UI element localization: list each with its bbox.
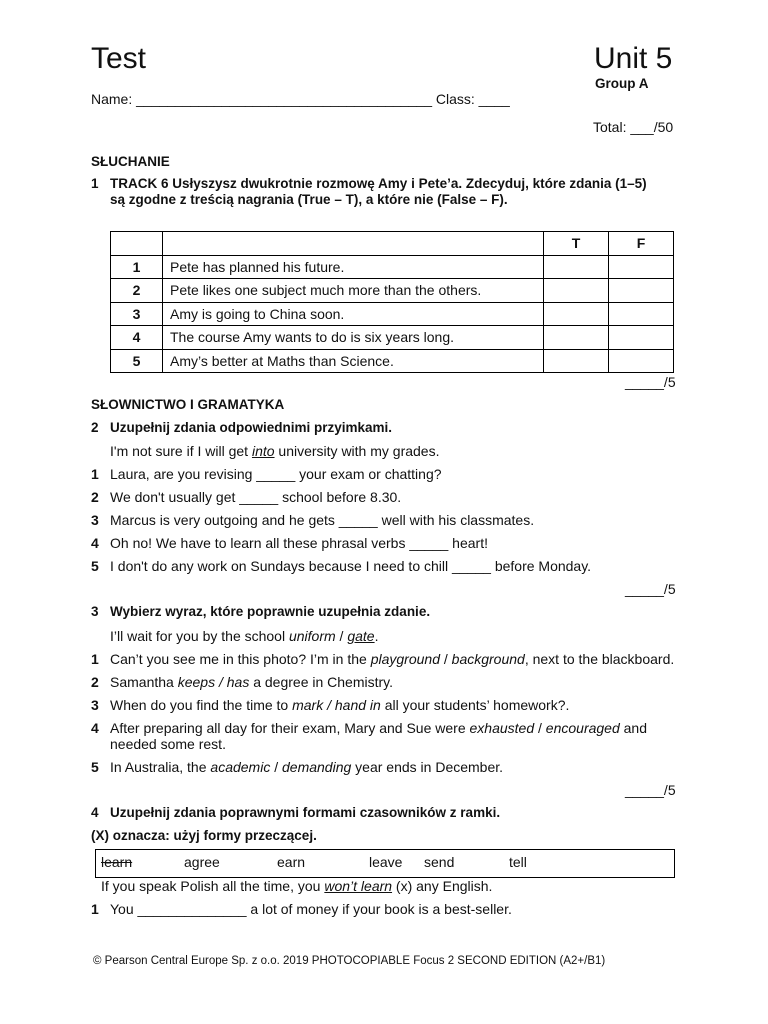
task-instruction: są zgodne z treścią nagrania (True – T), a które nie (False – F). <box>110 192 508 207</box>
exercise-item-continuation: needed some rest. <box>110 736 226 752</box>
table-row <box>111 302 674 326</box>
section-title-listening: SŁUCHANIE <box>91 154 170 169</box>
task-instruction: TRACK 6 Usłyszysz dwukrotnie rozmowę Amy i Pete’a. Zdecyduj, które zdania (1–5) <box>110 176 647 191</box>
row-number: 1 <box>111 255 163 279</box>
word-box-item: tell <box>509 854 527 870</box>
false-answer-cell[interactable] <box>609 279 674 303</box>
task-note: (X) oznacza: użyj formy przeczącej. <box>91 828 317 843</box>
word-box <box>95 849 675 878</box>
task-score: _____/5 <box>625 782 676 798</box>
true-answer-cell[interactable] <box>544 302 609 326</box>
word-box-item: leave <box>369 854 403 870</box>
exercise-item[interactable]: After preparing all day for their exam, Mary and Sue were exhausted / encouraged and <box>110 720 647 736</box>
task-score: _____/5 <box>625 374 676 390</box>
false-answer-cell[interactable] <box>609 326 674 350</box>
example-sentence: I’ll wait for you by the school uniform / gate. <box>110 628 379 644</box>
page-title: Test <box>91 42 147 75</box>
table-row <box>111 349 674 373</box>
true-answer-cell[interactable] <box>544 349 609 373</box>
item-number: 4 <box>91 720 99 736</box>
exercise-item[interactable]: Oh no! We have to learn all these phrasal verbs _____ heart! <box>110 535 488 551</box>
item-number: 2 <box>91 489 99 505</box>
word-box-item: agree <box>184 854 220 870</box>
statement: Pete has planned his future. <box>163 255 544 279</box>
total-score: Total: ___/50 <box>593 119 674 135</box>
word-box-item: earn <box>277 854 306 870</box>
row-number: 2 <box>111 279 163 303</box>
table-header-row <box>111 232 674 256</box>
table-row <box>111 279 674 303</box>
word-box-item: learn <box>101 854 133 870</box>
exercise-item[interactable]: I don't do any work on Sundays because I need to chill _____ before Monday. <box>110 558 592 574</box>
word-box-item: send <box>424 854 455 870</box>
item-number: 1 <box>91 901 99 917</box>
exercise-item[interactable]: When do you find the time to mark / hand in all your students’ homework?. <box>110 697 570 713</box>
example-sentence: I'm not sure if I will get into university with my grades. <box>110 443 440 459</box>
false-answer-cell[interactable] <box>609 255 674 279</box>
table-row <box>111 326 674 350</box>
footer-copyright: © Pearson Central Europe Sp. z o.o. 2019 PHOTOCOPIABLE Focus 2 SECOND EDITION (A2+/B1) <box>93 955 606 967</box>
item-number: 4 <box>91 535 99 551</box>
statement: Amy is going to China soon. <box>163 302 544 326</box>
exercise-item[interactable]: Marcus is very outgoing and he gets _____ well with his classmates. <box>110 512 535 528</box>
task-score: _____/5 <box>625 581 676 597</box>
row-number: 4 <box>111 326 163 350</box>
exercise-item[interactable]: Samantha keeps / has a degree in Chemistry. <box>110 674 394 690</box>
example-sentence: If you speak Polish all the time, you won’t learn (x) any English. <box>101 878 493 894</box>
item-number: 1 <box>91 466 99 482</box>
exercise-item[interactable]: Laura, are you revising _____ your exam or chatting? <box>110 466 442 482</box>
group-label: Group A <box>595 76 649 91</box>
row-number: 5 <box>111 349 163 373</box>
name-class-line: Name: ______________________________________ Class: ____ <box>91 91 510 107</box>
task-number: 1 <box>91 176 99 191</box>
column-false: F <box>609 232 674 256</box>
table-row <box>111 255 674 279</box>
task-number: 4 <box>91 805 99 820</box>
unit-label: Unit 5 <box>594 42 673 75</box>
item-number: 5 <box>91 558 99 574</box>
true-answer-cell[interactable] <box>544 326 609 350</box>
item-number: 5 <box>91 759 99 775</box>
false-answer-cell[interactable] <box>609 349 674 373</box>
exercise-item[interactable]: We don't usually get _____ school before 8.30. <box>110 489 402 505</box>
false-answer-cell[interactable] <box>609 302 674 326</box>
row-number: 3 <box>111 302 163 326</box>
item-number: 3 <box>91 512 99 528</box>
statement: Pete likes one subject much more than the others. <box>163 279 544 303</box>
exercise-item[interactable]: In Australia, the academic / demanding year ends in December. <box>110 759 504 775</box>
statement: The course Amy wants to do is six years long. <box>163 326 544 350</box>
exercise-item[interactable]: You ______________ a lot of money if your book is a best-seller. <box>110 901 512 917</box>
column-true: T <box>544 232 609 256</box>
item-number: 2 <box>91 674 99 690</box>
task-instruction: Uzupełnij zdania poprawnymi formami czasowników z ramki. <box>110 805 501 820</box>
task-number: 2 <box>91 420 99 435</box>
true-answer-cell[interactable] <box>544 279 609 303</box>
task-instruction: Uzupełnij zdania odpowiednimi przyimkami. <box>110 420 393 435</box>
exercise-item[interactable]: Can’t you see me in this photo? I’m in the playground / background, next to the blackboard. <box>110 651 675 667</box>
item-number: 1 <box>91 651 99 667</box>
task-instruction: Wybierz wyraz, które poprawnie uzupełnia zdanie. <box>110 604 431 619</box>
item-number: 3 <box>91 697 99 713</box>
statement: Amy’s better at Maths than Science. <box>163 349 544 373</box>
task-number: 3 <box>91 604 99 619</box>
true-false-table <box>110 231 674 373</box>
true-answer-cell[interactable] <box>544 255 609 279</box>
section-title-vocabulary: SŁOWNICTWO I GRAMATYKA <box>91 397 285 412</box>
